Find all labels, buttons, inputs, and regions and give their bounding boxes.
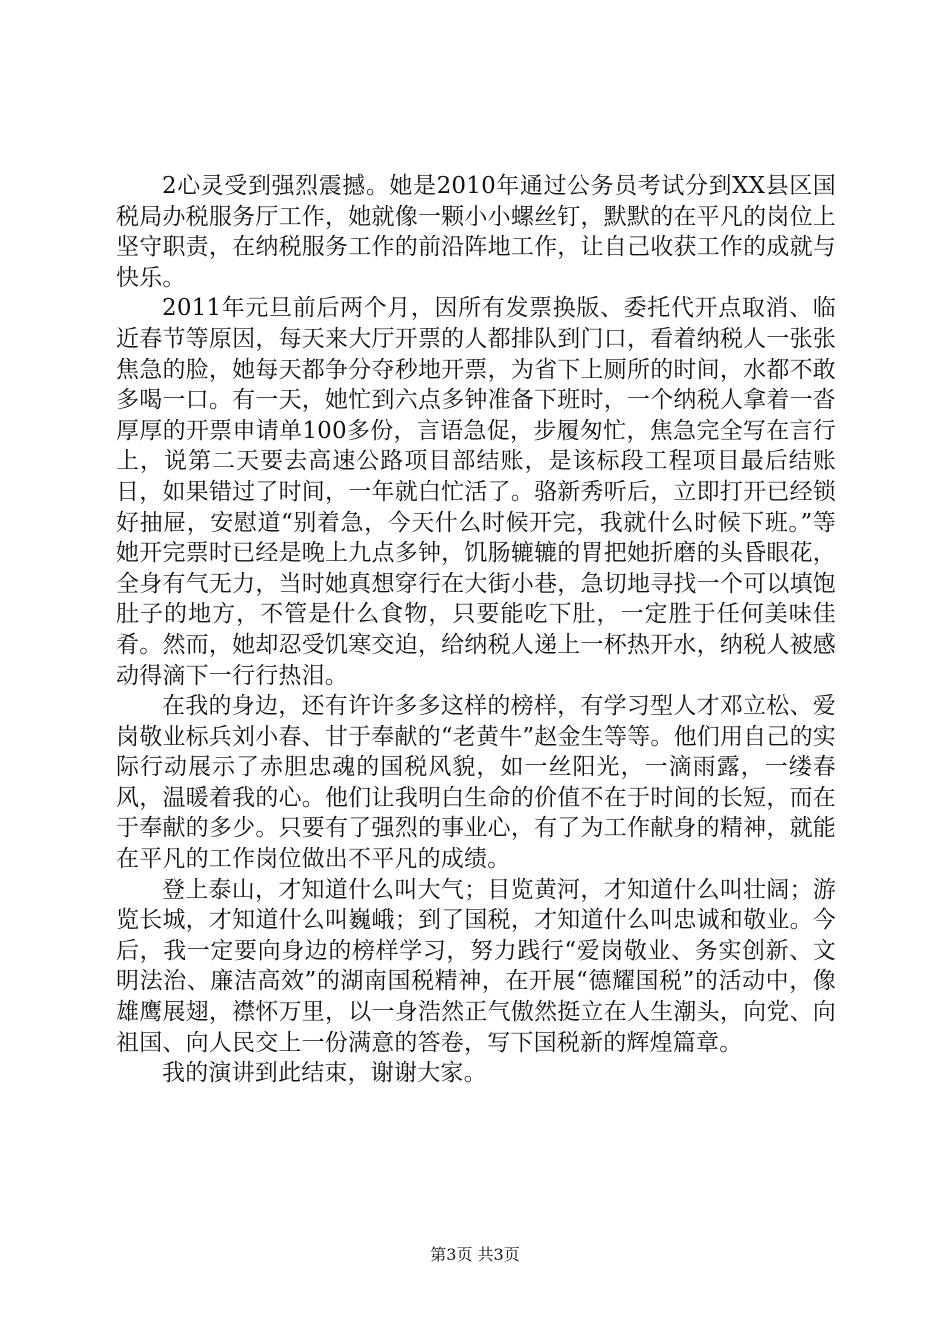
- paragraph-4: 登上泰山，才知道什么叫大气；目览黄河，才知道什么叫壮阔；游览长城，才知道什么叫巍峨；到了国税，才知道什么叫忠诚和敬业。今后，我一定要向身边的榜样学习，努力践行“爱岗敬业、务实创新、文明法治、廉洁高效”的湖南国税精神，在开展“德耀国税”的活动中，像雄鹰展翅，襟怀万里，以一身浩然正气傲然挺立在人生潮头，向党、向祖国、向人民交上一份满意的答卷，写下国税新的辉煌篇章。: [116, 876, 836, 1056]
- page-number-footer: 第3页 共3页: [430, 1245, 520, 1264]
- document-body: [116, 171, 836, 1089]
- paragraph-2: 2011年元旦前后两个月，因所有发票换版、委托代开点取消、临近春节等原因，每天来大厅开票的人都排队到门口，看着纳税人一张张焦急的脸，她每天都争分夺秒地开票，为省下上厕所的时间，水都不敢多喝一口。有一天，她忙到六点多钟准备下班时，一个纳税人拿着一沓厚厚的开票申请单100多份，言语急促，步履匆忙，焦急完全写在言行上，说第二天要去高速公路项目部结账，是该标段工程项目最后结账日，如果错过了时间，一年就白忙活了。骆新秀听后，立即打开已经锁好抽屉，安慰道“别着急，今天什么时候开完，我就什么时候下班。”等她开完票时已经是晚上九点多钟，饥肠辘辘的胃把她折磨的头昏眼花，全身有气无力，当时她真想穿行在大街小巷，急切地寻找一个可以填饱肚子的地方，不管是什么食物，只要能吃下肚，一定胜于任何美味佳肴。然而，她却忍受饥寒交迫，给纳税人递上一杯热开水，纳税人被感动得滴下一行行热泪。: [116, 295, 836, 689]
- paragraph-5: 我的演讲到此结束，谢谢大家。: [162, 1060, 487, 1087]
- paragraph-1: 2心灵受到强烈震撼。她是2010年通过公务员考试分到XX县区国税局办税服务厅工作，她就像一颗小小螺丝钉，默默的在平凡的岗位上坚守职责，在纳税服务工作的前沿阵地工作，让自己收获工作的成就与快乐。: [116, 173, 836, 291]
- paragraph-3: 在我的身边，还有许许多多这样的榜样，有学习型人才邓立松、爱岗敬业标兵刘小春、甘于奉献的“老黄牛”赵金生等等。他们用自己的实际行动展示了赤胆忠魂的国税风貌，如一丝阳光，一滴雨露，一缕春风，温暖着我的心。他们让我明白生命的价值不在于时间的长短，而在于奉献的多少。只要有了强烈的事业心，有了为工作献身的精神，就能在平凡的工作岗位做出不平凡的成绩。: [116, 693, 836, 873]
